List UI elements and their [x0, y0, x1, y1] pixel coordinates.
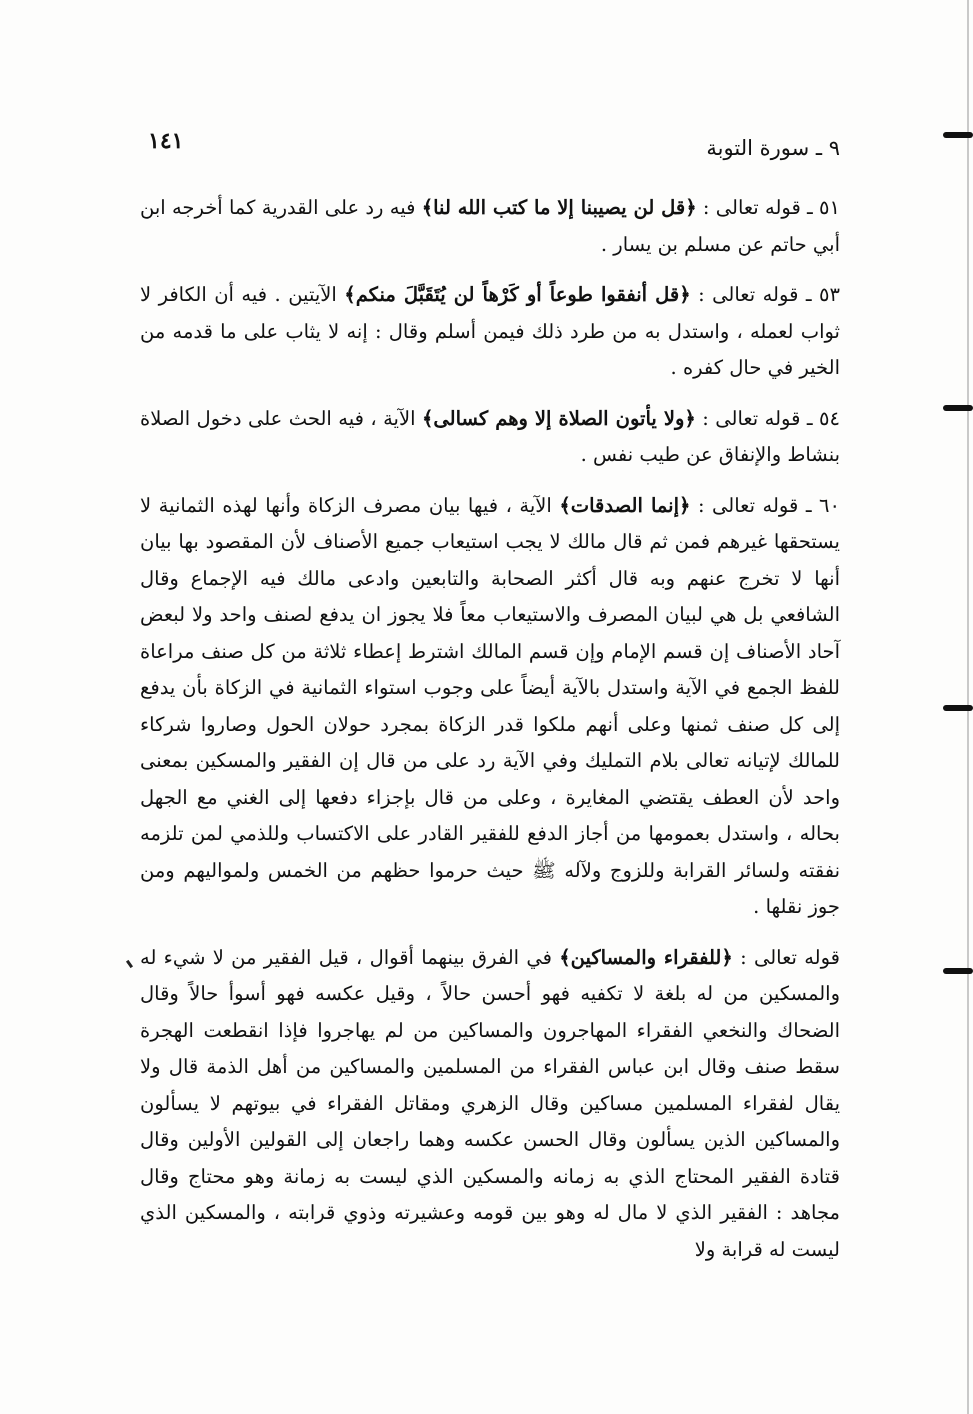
- commentary-text: الآيتين . فيه أن الكافر لا ثواب لعمله ، واستدل به من طرد ذلك فيمن أسلم وقال : إنه لا يثاب على ما قدمه من الخير في حال كفره .: [140, 283, 840, 379]
- running-title: ٩ ـ سورة التوبة: [706, 136, 840, 160]
- commentary-text: الآية ، فيها بيان مصرف الزكاة وأنها لهذه الثمانية لا يستحقها غيرهم فمن ثم قال مالك لا يجب استيعاب جميع الأصناف لأن المقصود بها بيان أنها لا تخرج عنهم وبه قال أكثر الصحابة والتابعين وادعى مالك فيه الإجماع وقال الشافعي بل هي لبيان المصرف والاستيعاب معاً فلا يجوز ان يدفع لصنف واحد ولا لبعض آحاد الأصناف إن قسم الإمام وإن قسم المالك اشترط إعطاء ثلاثة من كل صنف مراعاة للفظ الجمع في الآية واستدل بالآية أيضاً على وجوب استواء الثمانية في الزكاة بأن يدفع إلى كل صنف ثمنها وعلى أنهم ملكوا قدر الزكاة بمجرد حولان الحول وصاروا شركاء للمالك لإتيانه تعالى بلام التمليك وفي الآية رد على من قال إن الفقير والمسكين بمعنى واحد لأن العطف يقتضي المغايرة ، وعلى من قال بإجزاء دفعها إلى الغني مع الجهل بحاله ، واستدل بعمومها من أجاز الدفع للفقير القادر على الاكتساب وللذمي لمن تلزمه نفقته ولسائر القرابة وللزوج ولآله ﷺ حيث حرموا حظهم من الخمس ولمواليهم ومن جوز نقلها .: [140, 493, 840, 918]
- quran-quote: ﴿ولا يأتون الصلاة إلا وهم كسالى﴾: [421, 406, 696, 430]
- paragraph-verse-60: [140, 488, 840, 926]
- body-text: [140, 190, 840, 1282]
- quran-quote: ﴿للفقراء والمساكين﴾: [559, 945, 733, 969]
- margin-mark: [943, 132, 973, 138]
- margin-mark: [943, 405, 973, 411]
- margin-mark: [943, 968, 973, 974]
- paragraph-poor-and-needy: [140, 940, 840, 1269]
- verse-number-prefix: قوله تعالى :: [732, 945, 841, 969]
- quran-quote: ﴿قل أنفقوا طوعاً أو كَرْهاً لن يُتَقَبَّلَ منكم﴾: [344, 283, 691, 306]
- quran-quote: ﴿قل لن يصيبنا إلا ما كتب الله لنا﴾: [421, 196, 697, 219]
- verse-number-prefix: ٥٣ ـ قوله تعالى :: [690, 283, 840, 306]
- page-header: [140, 128, 840, 168]
- paragraph-verse-51: [140, 190, 840, 263]
- quran-quote: ﴿إنما الصدقات﴾: [559, 493, 691, 517]
- commentary-text: فيه رد على القدرية كما أخرجه ابن أبي حاتم عن مسلم بن يسار .: [140, 196, 840, 256]
- verse-number-prefix: ٥٤ ـ قوله تعالى :: [695, 406, 840, 430]
- page-number: ١٤١: [148, 128, 184, 154]
- margin-mark: [943, 705, 973, 711]
- stray-ink-mark: [126, 960, 133, 968]
- commentary-text: في الفرق بينهما أقوال ، قيل الفقير من لا شيء له والمسكين من له بلغة لا تكفيه فهو أحسن حالاً ، وقيل عكسه فهو أسوأ حالاً وقال الضحاك والنخعي الفقراء المهاجرون والمساكين من لم يهاجروا فإذا انقطعت الهجرة سقط صنف وقال ابن عباس الفقراء من المسلمين والمساكين من أهل الذمة قال ولا يقال لفقراء المسلمين مساكين وقال الزهري ومقاتل الفقراء في بيوتهم لا يسألون والمساكين الذين يسألون وقال الحسن عكسه وهما راجعان إلى القولين الأولين وقال قتادة الفقير المحتاج الذي به زمانه والمسكين الذي ليست به زمانة وهو محتاج وقال مجاهد : الفقير الذي لا مال له وهو بين قومه وعشيرته وذوي قرابته ، والمسكين الذي ليست له قرابة ولا: [140, 945, 840, 1261]
- paragraph-verse-53: [140, 277, 840, 387]
- verse-number-prefix: ٥١ ـ قوله تعالى :: [696, 196, 840, 219]
- verse-number-prefix: ٦٠ ـ قوله تعالى :: [690, 493, 840, 517]
- paragraph-verse-54: [140, 401, 840, 474]
- commentary-text: الآية ، فيه الحث على دخول الصلاة بنشاط والإنفاق عن طيب نفس .: [140, 406, 840, 466]
